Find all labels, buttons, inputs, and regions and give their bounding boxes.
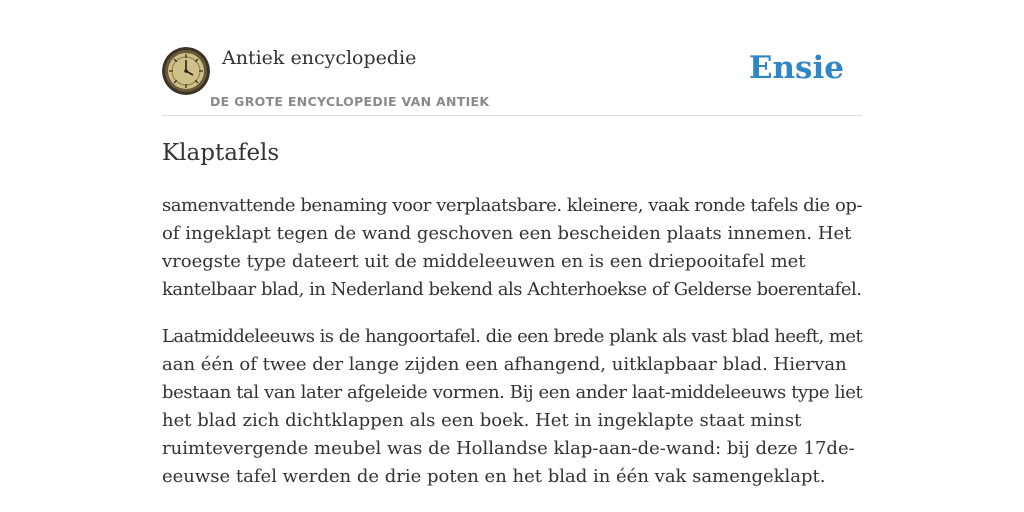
brand-logo[interactable]: Ensie: [748, 50, 844, 86]
article-title: Klaptafels: [162, 140, 280, 166]
paragraph-line: vroegste type dateert uit de middeleeuwen en is een driepooitafel met: [162, 251, 806, 272]
paragraph-line: Laatmiddeleeuws is de hangoortafel. die een brede plank als vast blad heeft, met: [162, 326, 863, 347]
paragraph-line: ruimtevergende meubel was de Hollandse klap-aan-de-wand: bij deze 17de-: [162, 438, 855, 459]
paragraph-line: kantelbaar blad, in Nederland bekend als Achterhoekse of Gelderse boerentafel.: [162, 279, 862, 300]
header-divider: [162, 115, 862, 116]
site-header: [162, 44, 862, 116]
paragraph-line: het blad zich dichtklappen als een boek. Het in ingeklapte staat minst: [162, 410, 802, 431]
paragraph-line: samenvattende benaming voor verplaatsbare. kleinere, vaak ronde tafels die op-: [162, 195, 863, 216]
paragraph-line: eeuwse tafel werden de drie poten en het blad in één vak samengeklapt.: [162, 466, 826, 487]
paragraph-line: of ingeklapt tegen de wand geschoven een bescheiden plaats innemen. Het: [162, 223, 852, 244]
paragraph-line: aan één of twee der lange zijden een afhangend, uitklapbaar blad. Hiervan: [162, 354, 847, 375]
article-paragraph: [162, 192, 862, 304]
paragraph-line: bestaan tal van later afgeleide vormen. Bij een ander laat-middeleeuws type liet: [162, 382, 863, 403]
site-name[interactable]: Antiek encyclopedie: [222, 47, 417, 69]
site-tagline: DE GROTE ENCYCLOPEDIE VAN ANTIEK: [210, 94, 490, 109]
antique-clock-icon[interactable]: [162, 47, 210, 95]
article-paragraph: [162, 323, 862, 491]
